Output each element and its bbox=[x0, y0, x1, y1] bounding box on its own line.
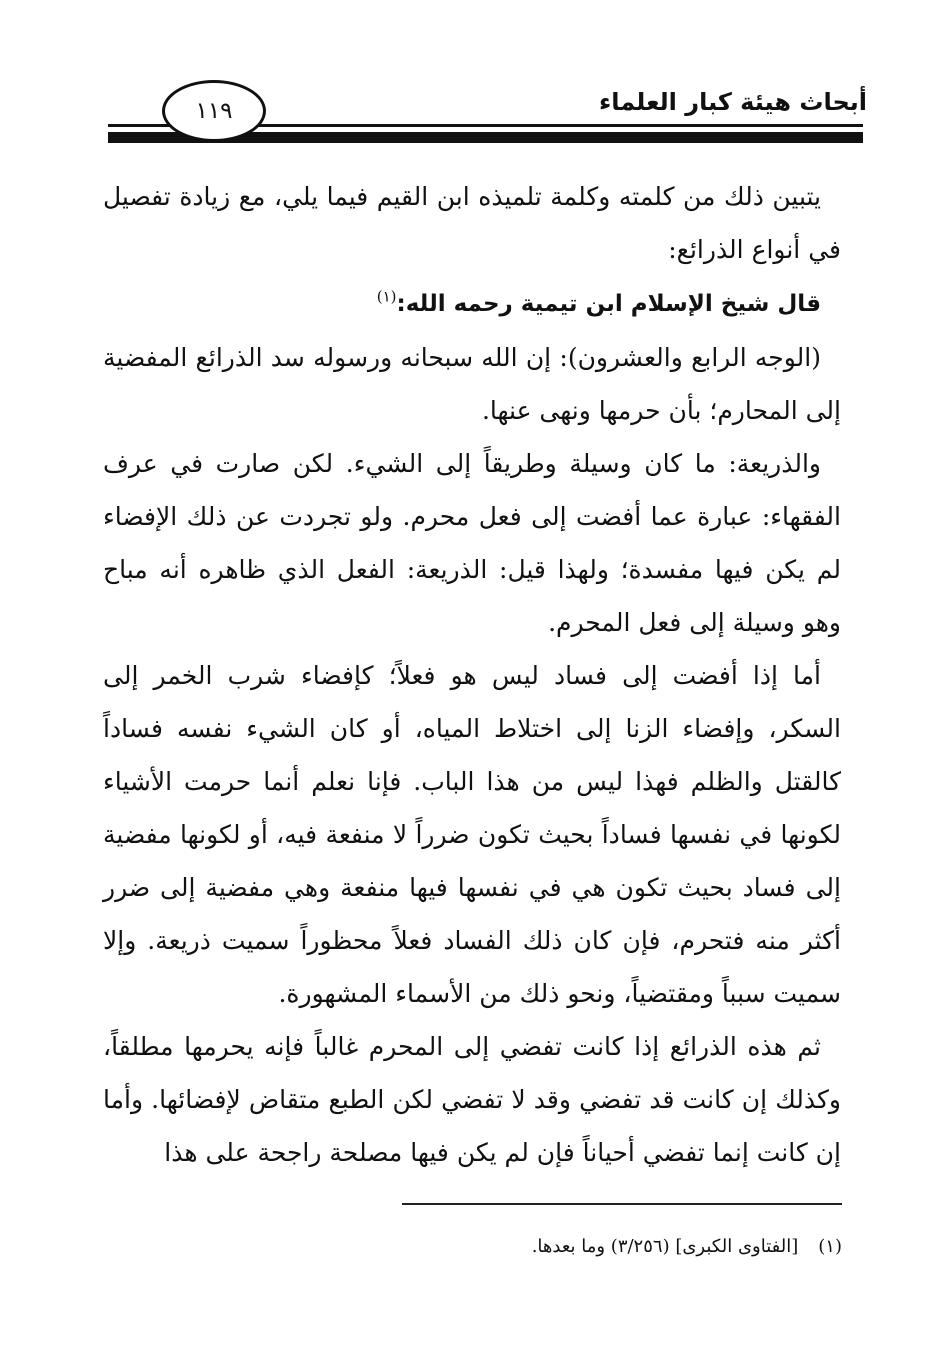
footnote-text: [الفتاوى الكبرى] (٣/٢٥٦) وما بعدها. bbox=[531, 1236, 799, 1257]
footnote-reference: (١) bbox=[376, 287, 397, 306]
main-text bbox=[103, 170, 841, 1179]
footnote-number: (١) bbox=[818, 1236, 842, 1257]
paragraph-definition: والذريعة: ما كان وسيلة وطريقاً إلى الشيء. لكن صارت في عرف الفقهاء: عبارة عما أفضت إلى فعل محرم. ولو تجردت عن ذلك الإفضاء لم يكن فيها مفسدة؛ ولهذا قيل: الذريعة: الفعل الذي ظاهره أنه مباح وهو وسيلة إلى فعل المحرم. bbox=[103, 449, 841, 637]
section-heading bbox=[103, 276, 841, 331]
paragraph-exceptions: أما إذا أفضت إلى فساد ليس هو فعلاً؛ كإفضاء شرب الخمر إلى السكر، وإفضاء الزنا إلى اختلاط المياه، أو كان الشيء نفسه فساداً كالقتل والظلم فهذا ليس من هذا الباب. فإنا نعلم أنما حرمت الأشياء لكونها في نفسها فساداً بحيث تكون ضرراً لا منفعة فيه، أو لكونها مفضية إلى فساد بحيث تكون هي في نفسها فيها منفعة وهي مفضية إلى ضرر أكثر منه فتحرم، فإن كان ذلك الفساد فعلاً محظوراً سميت ذريعة. وإلا سميت سبباً ومقتضياً، ونحو ذلك من الأسماء المشهورة. bbox=[103, 661, 841, 1008]
page-number: ١١٩ bbox=[162, 80, 266, 142]
page-header bbox=[0, 0, 947, 160]
book-title: أبحاث هيئة كبار العلماء bbox=[598, 88, 867, 116]
footnote bbox=[532, 1236, 842, 1257]
heading-text: قال شيخ الإسلام ابن تيمية رحمه الله: bbox=[396, 291, 821, 317]
footnote-separator bbox=[402, 1203, 842, 1205]
paragraph-point-24: (الوجه الرابع والعشرون): إن الله سبحانه ورسوله سد الذرائع المفضية إلى المحارم؛ بأن حرمها ونهى عنها. bbox=[103, 343, 841, 425]
paragraph-intro: يتبين ذلك من كلمته وكلمة تلميذه ابن القيم فيما يلي، مع زيادة تفصيل في أنواع الذرائع: bbox=[103, 182, 841, 264]
paragraph-rulings: ثم هذه الذرائع إذا كانت تفضي إلى المحرم غالباً فإنه يحرمها مطلقاً، وكذلك إن كانت قد تفضي وقد لا تفضي لكن الطبع متقاض لإفضائها. وأما إن كانت إنما تفضي أحياناً فإن لم يكن فيها مصلحة راجحة على هذا bbox=[103, 1032, 841, 1167]
